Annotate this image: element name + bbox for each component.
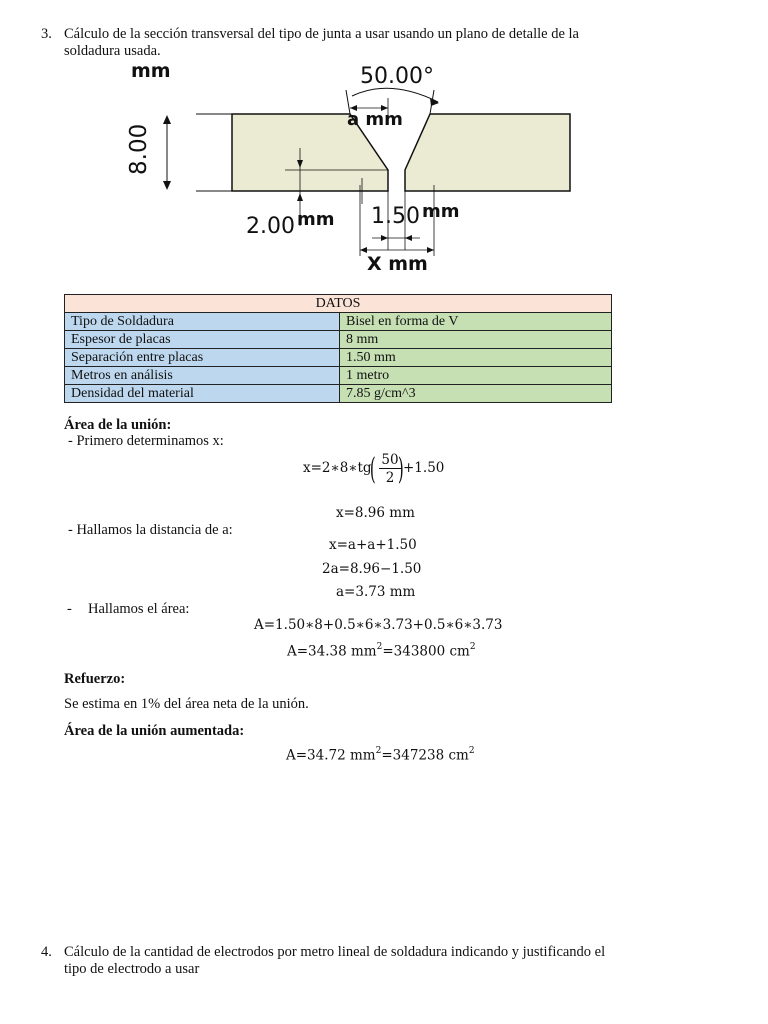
table-cell-label: Densidad del material [65, 385, 340, 403]
equation-x-right: +1.50 [403, 460, 445, 476]
angle-label: 50.00° [360, 64, 434, 89]
section-4-title-line2: tipo de electrodo a usar [64, 961, 200, 977]
equation-a-1: x=a+a+1.50 [329, 537, 417, 553]
equation-aumentada [286, 747, 475, 764]
aumentada-heading: Área de la unión aumentada: [64, 723, 245, 739]
bullet-determine-x: - Primero determinamos x: [68, 433, 224, 449]
table-cell-value: Bisel en forma de V [340, 313, 612, 331]
area-heading: Área de la unión: [64, 417, 172, 433]
thickness-label: 8.00 [126, 123, 152, 175]
refuerzo-heading: Refuerzo: [64, 671, 126, 687]
table-row [65, 331, 612, 349]
weld-joint-diagram [120, 60, 640, 282]
table-cell-value: 7.85 g/cm^3 [340, 385, 612, 403]
superscript: 2 [468, 746, 475, 756]
root-face-unit-label: mm [297, 209, 335, 230]
table-row [65, 385, 612, 403]
right-plate [405, 114, 570, 191]
table-cell-label: Separación entre placas [65, 349, 340, 367]
equation-area-2-cm: =343800 cm [382, 643, 470, 660]
table-cell-label: Metros en análisis [65, 367, 340, 385]
bullet-area: Hallamos el área: [88, 601, 190, 617]
top-unit-label: mm [131, 60, 171, 82]
bullet-dash: - [67, 601, 72, 617]
equation-x-left: x=2∗8∗tg [303, 460, 372, 476]
equation-area-2 [287, 643, 476, 660]
gap-label: 1.50 [371, 204, 420, 229]
table-cell-value: 1 metro [340, 367, 612, 385]
equation-area-2-mm: A=34.38 mm [287, 643, 377, 660]
section-3-title-line2: soldadura usada. [64, 43, 161, 59]
paren-close: ) [397, 452, 404, 487]
fraction-denominator: 2 [385, 470, 395, 486]
table-row [65, 367, 612, 385]
table-row [65, 349, 612, 367]
table-row [65, 313, 612, 331]
bullet-distance-a: - Hallamos la distancia de a: [68, 522, 233, 538]
equation-aumentada-cm: =347238 cm [381, 747, 469, 764]
refuerzo-text: Se estima en 1% del área neta de la unión. [64, 696, 309, 712]
table-cell-value: 8 mm [340, 331, 612, 349]
table-cell-value: 1.50 mm [340, 349, 612, 367]
gap-unit-label: mm [422, 201, 460, 222]
table-cell-label: Tipo de Soldadura [65, 313, 340, 331]
datos-table [64, 294, 612, 403]
equation-a-2: 2a=8.96−1.50 [322, 561, 422, 577]
x-dimension-label: X mm [367, 253, 428, 275]
table-header-row [65, 295, 612, 313]
equation-x-result: x=8.96 mm [336, 505, 415, 521]
root-face-label: 2.00 [246, 214, 295, 239]
paren-open: ( [369, 452, 376, 487]
table-header: DATOS [65, 295, 612, 313]
weld-joint-drawing [120, 60, 640, 282]
equation-a-3: a=3.73 mm [336, 584, 416, 600]
a-dimension-label: a mm [347, 109, 403, 130]
section-3-title-line1: Cálculo de la sección transversal del tipo de junta a usar usando un plano de detalle de la [64, 26, 579, 42]
equation-aumentada-mm: A=34.72 mm [286, 747, 376, 764]
section-4-number: 4. [41, 944, 52, 960]
fraction-numerator: 50 [379, 452, 401, 469]
superscript: 2 [376, 642, 383, 652]
superscript: 2 [375, 746, 382, 756]
section-3-number: 3. [41, 26, 52, 42]
superscript: 2 [469, 642, 476, 652]
section-4-title-line1: Cálculo de la cantidad de electrodos por metro lineal de soldadura indicando y justificando el [64, 944, 606, 960]
table-cell-label: Espesor de placas [65, 331, 340, 349]
equation-area-1: A=1.50∗8+0.5∗6∗3.73+0.5∗6∗3.73 [254, 617, 503, 633]
